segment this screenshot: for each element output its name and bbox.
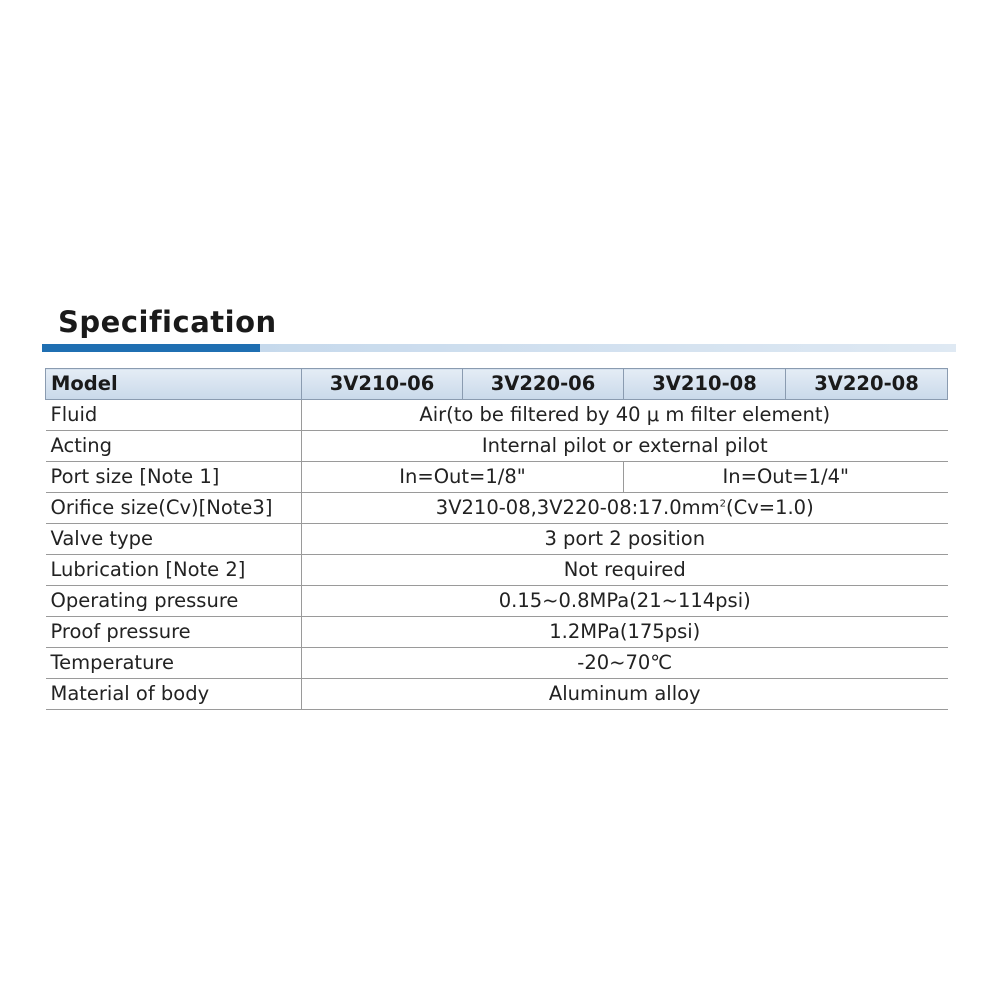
header-model-3v210-06: 3V210-06 [302,369,463,400]
title-underline-accent [42,344,260,352]
table-row-material [46,679,948,710]
row-label-temperature: Temperature [46,648,302,679]
row-value-material: Aluminum alloy [302,679,948,710]
table-row-temperature [46,648,948,679]
orifice-value-superscript: 2 [719,498,726,510]
row-label-proof-pressure: Proof pressure [46,617,302,648]
row-label-material: Material of body [46,679,302,710]
table-row-orifice-size [46,493,948,524]
orifice-value-cv: (Cv=1.0) [725,496,814,519]
row-value-port-size-08: In=Out=1/4" [624,462,948,493]
row-label-valve-type: Valve type [46,524,302,555]
header-model-3v220-08: 3V220-08 [786,369,948,400]
title-underline-light [260,344,956,352]
header-model-3v210-08: 3V210-08 [624,369,786,400]
table-row-proof-pressure [46,617,948,648]
table-row-valve-type [46,524,948,555]
orifice-value-main: 3V210-08,3V220-08:17.0mm [435,496,720,519]
table-row-acting [46,431,948,462]
page-title: Specification [58,305,277,339]
row-label-operating-pressure: Operating pressure [46,586,302,617]
row-value-operating-pressure: 0.15~0.8MPa(21~114psi) [302,586,948,617]
row-label-lubrication: Lubrication [Note 2] [46,555,302,586]
table-row-fluid [46,400,948,431]
title-underline-bar [42,344,956,352]
table-row-lubrication [46,555,948,586]
header-model-label: Model [46,369,302,400]
row-value-valve-type: 3 port 2 position [302,524,948,555]
row-label-fluid: Fluid [46,400,302,431]
table-row-operating-pressure [46,586,948,617]
row-label-orifice-size: Orifice size(Cv)[Note3] [46,493,302,524]
row-value-temperature: -20~70℃ [302,648,948,679]
row-label-acting: Acting [46,431,302,462]
table-header-row [46,369,948,400]
row-label-port-size: Port size [Note 1] [46,462,302,493]
row-value-acting: Internal pilot or external pilot [302,431,948,462]
table-row-port-size [46,462,948,493]
row-value-proof-pressure: 1.2MPa(175psi) [302,617,948,648]
row-value-fluid: Air(to be filtered by 40 μ m filter element) [302,400,948,431]
row-value-orifice-size [302,493,948,524]
row-value-lubrication: Not required [302,555,948,586]
header-model-3v220-06: 3V220-06 [463,369,624,400]
row-value-port-size-06: In=Out=1/8" [302,462,624,493]
specification-table [45,368,948,710]
